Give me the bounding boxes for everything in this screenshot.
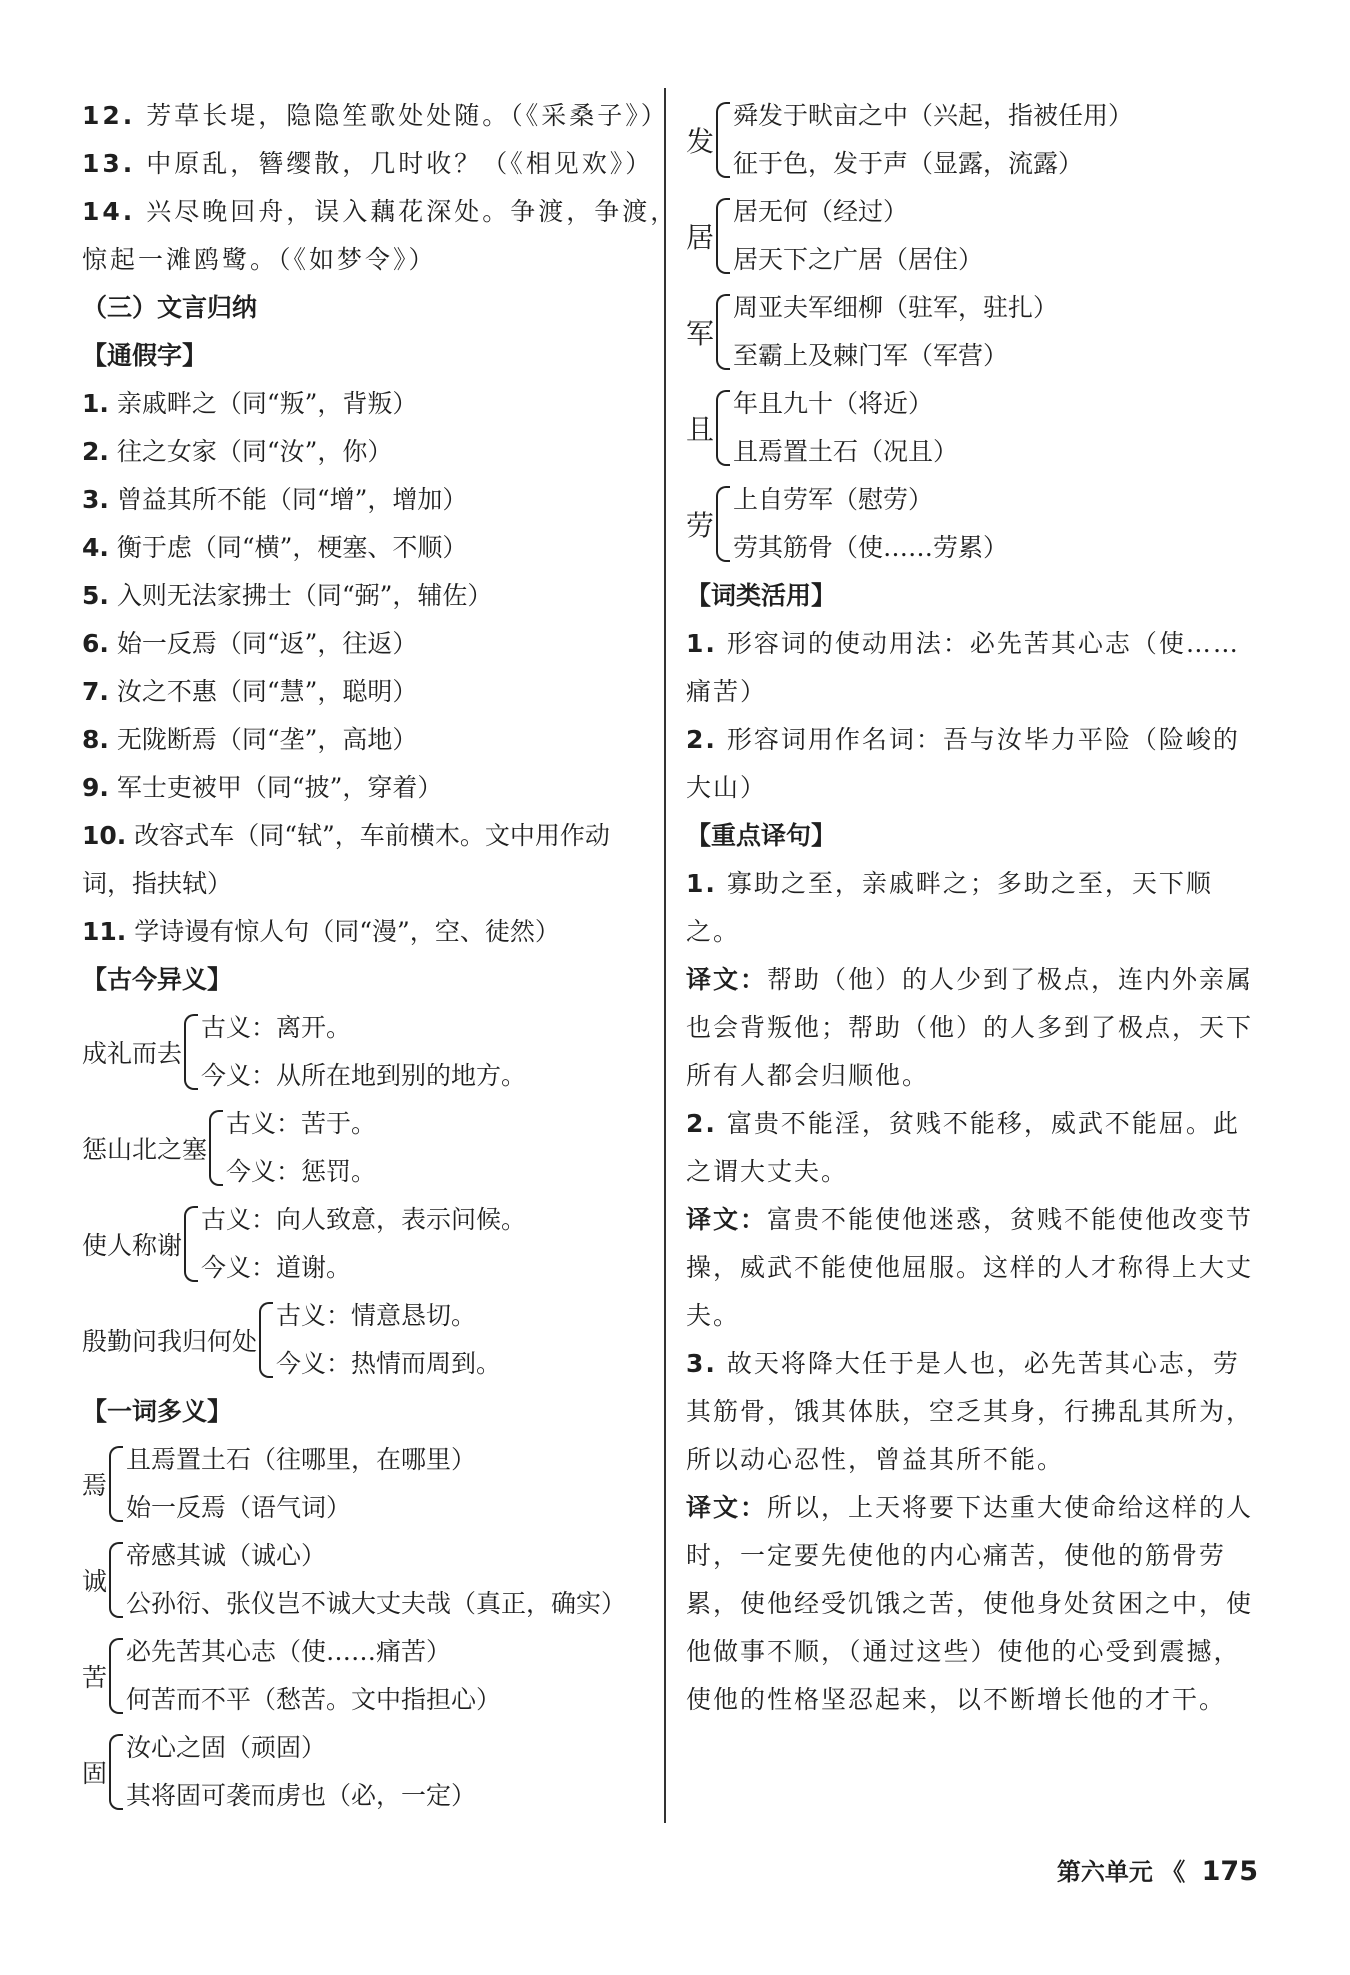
tongjiazi-list xyxy=(82,380,648,956)
meaning-modern: 今义：从所在地到别的地方。 xyxy=(201,1061,527,1090)
polysemy-group xyxy=(686,188,1254,284)
brace-icon xyxy=(184,1206,198,1282)
usage-example: 征于色，发于声（显露，流露） xyxy=(733,149,1084,178)
term: 诚 xyxy=(82,1567,108,1596)
term: 劳 xyxy=(686,509,715,542)
meaning-modern: 今义：惩罚。 xyxy=(226,1157,377,1186)
list-item: 11. 学诗谩有惊人句（同“漫”，空、徒然） xyxy=(82,917,560,946)
gujin-group xyxy=(82,1100,648,1196)
usage-example: 居天下之广居（居住） xyxy=(733,245,984,274)
list-item: 1. 亲戚畔之（同“叛”，背叛） xyxy=(82,389,418,418)
gujin-group xyxy=(82,1196,648,1292)
column-divider xyxy=(664,88,666,1823)
right-column xyxy=(686,92,1254,1724)
sentence: 2. 富贵不能淫，贫贱不能移，威武不能屈。此之谓大丈夫。 xyxy=(686,1109,1240,1186)
polysemy-group xyxy=(82,1436,648,1532)
meaning-ancient: 古义：情意恳切。 xyxy=(276,1301,477,1330)
brace-icon xyxy=(716,102,730,178)
usage-example: 帝感其诚（诚心） xyxy=(126,1541,327,1570)
polysemy-group xyxy=(82,1724,648,1820)
gujin-heading: 【古今异义】 xyxy=(82,965,233,994)
usage-example: 年且九十（将近） xyxy=(733,389,934,418)
usage-example: 至霸上及棘门军（军营） xyxy=(733,341,1009,370)
gujin-group xyxy=(82,1004,648,1100)
meaning-ancient: 古义：离开。 xyxy=(201,1013,352,1042)
brace-icon xyxy=(109,1542,123,1618)
cilei-heading: 【词类活用】 xyxy=(686,581,837,610)
sentence: 1. 寡助之至，亲戚畔之；多助之至，天下顺之。 xyxy=(686,869,1213,946)
poem-line-12: 12. 芳草长堤，隐隐笙歌处处随。（《采桑子》） xyxy=(82,101,669,130)
left-column xyxy=(82,92,679,1820)
section-title: （三）文言归纳 xyxy=(82,293,258,322)
list-item: 6. 始一反焉（同“返”，往返） xyxy=(82,629,418,658)
term: 苦 xyxy=(82,1663,108,1692)
gujin-group xyxy=(82,1292,648,1388)
brace-icon xyxy=(716,294,730,370)
double-chevron-icon: 《 xyxy=(1161,1858,1186,1886)
list-item-cont: 词，指扶轼） xyxy=(82,869,233,898)
brace-icon xyxy=(109,1734,123,1810)
meaning-ancient: 古义：苦于。 xyxy=(226,1109,377,1138)
list-item: 3. 曾益其所不能（同“增”，增加） xyxy=(82,485,468,514)
brace-icon xyxy=(259,1302,273,1378)
yiju-heading: 【重点译句】 xyxy=(686,821,837,850)
term: 焉 xyxy=(82,1471,108,1500)
term: 军 xyxy=(686,317,715,350)
term: 殷勤问我归何处 xyxy=(82,1327,258,1356)
brace-icon xyxy=(184,1014,198,1090)
brace-icon xyxy=(716,486,730,562)
usage-example: 何苦而不平（愁苦。文中指担心） xyxy=(126,1685,502,1714)
list-item: 5. 入则无法家拂士（同“弼”，辅佐） xyxy=(82,581,493,610)
meaning-ancient: 古义：向人致意，表示问候。 xyxy=(201,1205,527,1234)
translation: 译文：富贵不能使他迷惑，贫贱不能使他改变节操，威武不能使他屈服。这样的人才称得上大丈夫。 xyxy=(686,1205,1254,1330)
usage-example: 必先苦其心志（使……痛苦） xyxy=(126,1637,452,1666)
usage-example: 劳其筋骨（使……劳累） xyxy=(733,533,1009,562)
unit-label: 第六单元 xyxy=(1056,1858,1153,1886)
usage-example: 上自劳军（慰劳） xyxy=(733,485,934,514)
usage-example: 舜发于畎亩之中（兴起，指被任用） xyxy=(733,101,1134,130)
polysemy-group xyxy=(686,92,1254,188)
usage-example: 且焉置土石（往哪里，在哪里） xyxy=(126,1445,477,1474)
translation: 译文：帮助（他）的人少到了极点，连内外亲属也会背叛他；帮助（他）的人多到了极点，天下所有人都会归顺他。 xyxy=(686,965,1254,1090)
usage-example: 周亚夫军细柳（驻军，驻扎） xyxy=(733,293,1059,322)
usage-example: 始一反焉（语气词） xyxy=(126,1493,352,1522)
poem-line-14-cont: 惊起一滩鸥鹭。（《如梦令》） xyxy=(82,245,437,274)
brace-icon xyxy=(716,198,730,274)
polysemy-group xyxy=(82,1532,648,1628)
list-item: 1. 形容词的使动用法：必先苦其心志（使……痛苦） xyxy=(686,629,1240,706)
list-item: 9. 军士吏被甲（同“披”，穿着） xyxy=(82,773,443,802)
usage-example: 且焉置土石（况且） xyxy=(733,437,959,466)
usage-example: 公孙衍、张仪岂不诚大丈夫哉（真正，确实） xyxy=(126,1589,627,1618)
usage-example: 汝心之固（顽固） xyxy=(126,1733,327,1762)
term: 成礼而去 xyxy=(82,1039,183,1068)
sentence: 3. 故天将降大任于是人也，必先苦其心志，劳其筋骨，饿其体肤，空乏其身，行拂乱其所为，所以动心忍性，曾益其所不能。 xyxy=(686,1349,1254,1474)
polysemy-group xyxy=(686,476,1254,572)
list-item: 7. 汝之不惠（同“慧”，聪明） xyxy=(82,677,418,706)
meaning-modern: 今义：道谢。 xyxy=(201,1253,352,1282)
term: 固 xyxy=(82,1759,108,1788)
yiciduoyi-heading: 【一词多义】 xyxy=(82,1397,233,1426)
meaning-modern: 今义：热情而周到。 xyxy=(276,1349,502,1378)
brace-icon xyxy=(716,390,730,466)
usage-example: 其将固可袭而虏也（必，一定） xyxy=(126,1781,477,1810)
polysemy-group xyxy=(82,1628,648,1724)
term: 使人称谢 xyxy=(82,1231,183,1260)
page-footer xyxy=(1057,1852,1258,1887)
page-number: 175 xyxy=(1201,1856,1258,1887)
brace-icon xyxy=(109,1638,123,1714)
term: 发 xyxy=(686,125,715,158)
term: 惩山北之塞 xyxy=(82,1135,208,1164)
brace-icon xyxy=(209,1110,223,1186)
brace-icon xyxy=(109,1446,123,1522)
translation: 译文：所以，上天将要下达重大使命给这样的人时，一定要先使他的内心痛苦，使他的筋骨劳累，使他经受饥饿之苦，使他身处贫困之中，使他做事不顺，（通过这些）使他的心受到震撼，使他的性格坚忍起来，以不断增长他的才干。 xyxy=(686,1493,1254,1714)
list-item: 2. 形容词用作名词：吾与汝毕力平险（险峻的大山） xyxy=(686,725,1240,802)
tongjiazi-heading: 【通假字】 xyxy=(82,341,208,370)
poem-line-14: 14. 兴尽晚回舟，误入藕花深处。争渡，争渡， xyxy=(82,197,679,226)
polysemy-group xyxy=(686,380,1254,476)
term: 且 xyxy=(686,413,715,446)
polysemy-group xyxy=(686,284,1254,380)
list-item: 10. 改容式车（同“轼”，车前横木。文中用作动 xyxy=(82,821,610,850)
list-item: 4. 衡于虑（同“横”，梗塞、不顺） xyxy=(82,533,468,562)
term: 居 xyxy=(686,221,715,254)
list-item: 8. 无陇断焉（同“垄”，高地） xyxy=(82,725,418,754)
list-item: 2. 往之女家（同“汝”，你） xyxy=(82,437,393,466)
poem-line-13: 13. 中原乱，簪缨散，几时收？（《相见欢》） xyxy=(82,149,654,178)
usage-example: 居无何（经过） xyxy=(733,197,909,226)
